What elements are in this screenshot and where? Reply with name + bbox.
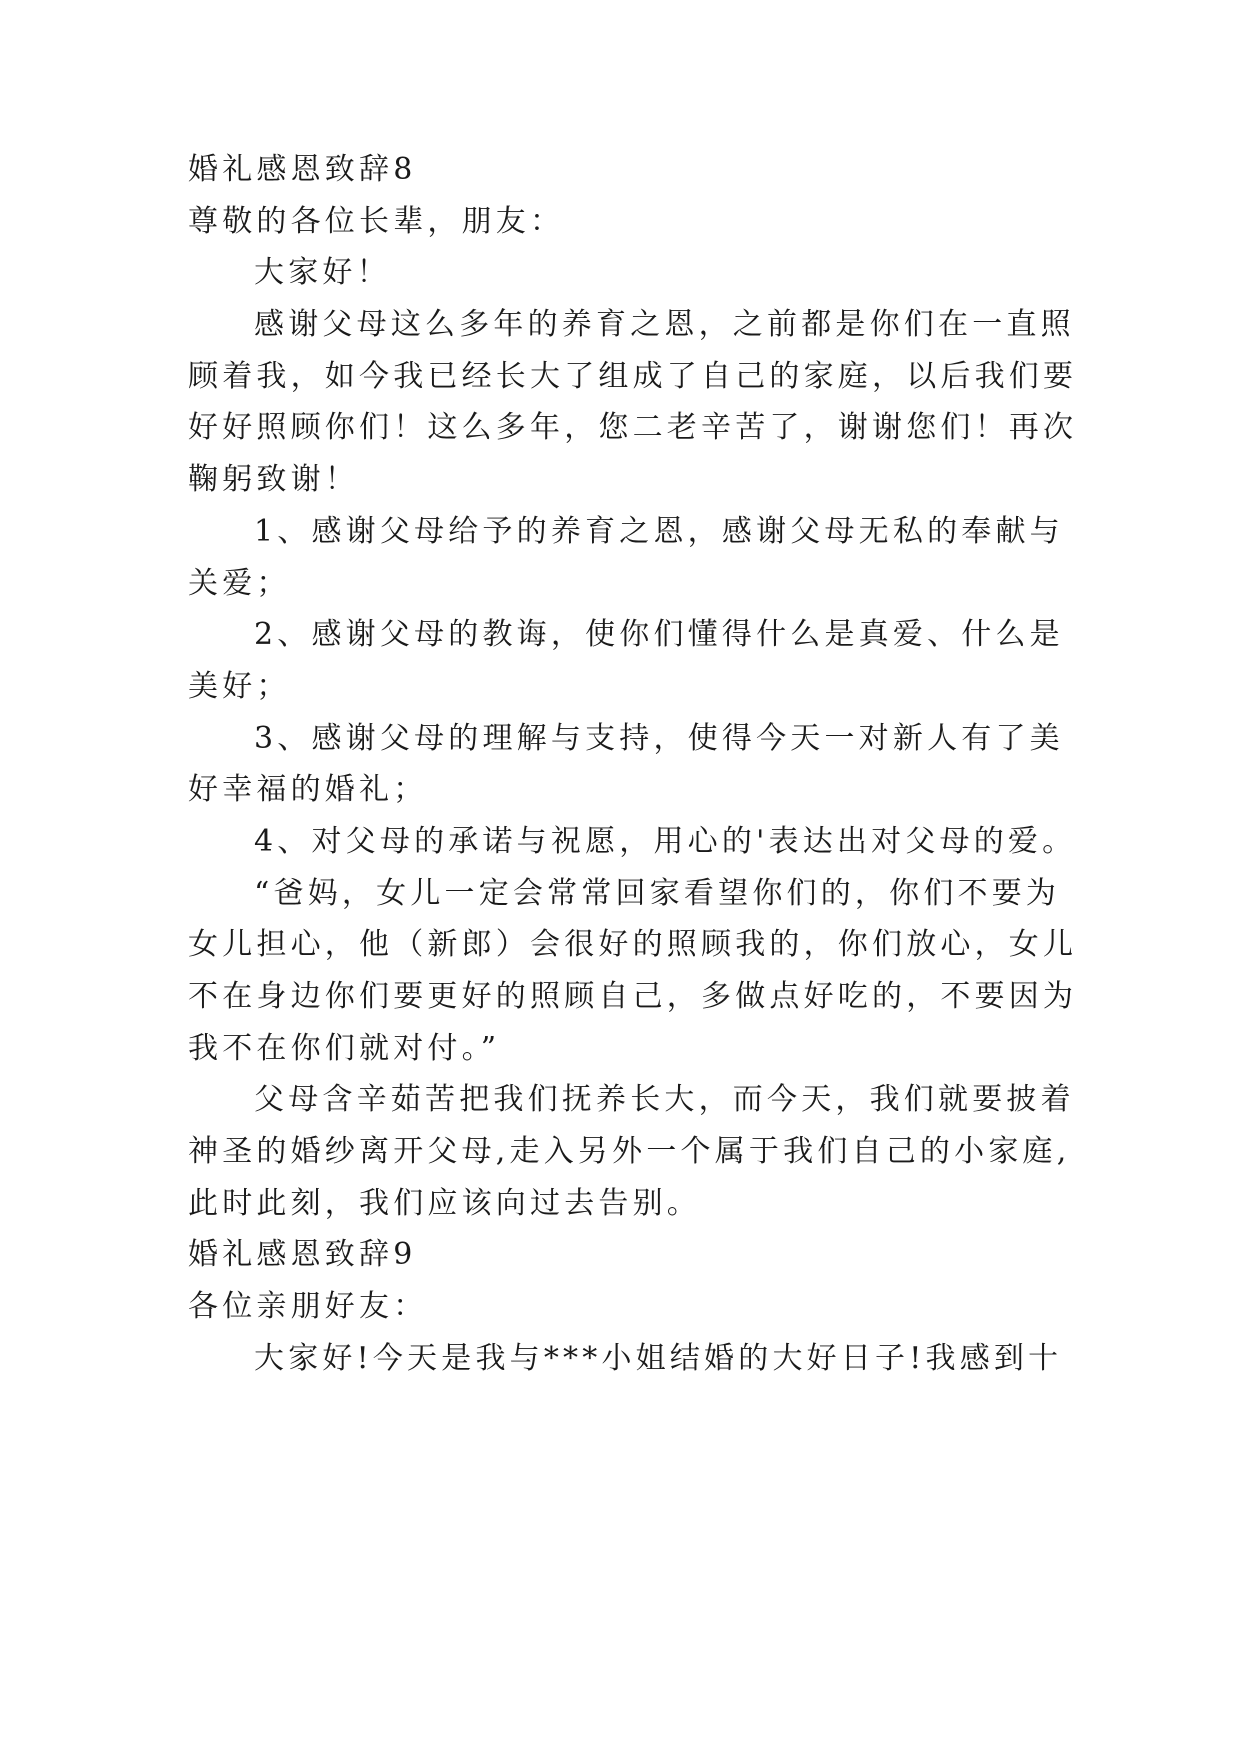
paragraph-line: 感谢父母这么多年的养育之恩，之前都是你们在一直照 <box>254 307 1075 342</box>
section-heading-9: 婚礼感恩致辞9 <box>188 1237 417 1272</box>
greeting: 大家好！ <box>254 255 391 290</box>
paragraph-line: 好好照顾你们！这么多年，您二老辛苦了，谢谢您们！再次 <box>188 410 1078 445</box>
salutation: 各位亲朋好友： <box>188 1289 428 1324</box>
list-item-3: 3、感谢父母的理解与支持，使得今天一对新人有了美 <box>254 721 1064 756</box>
section-heading-8: 婚礼感恩致辞8 <box>188 152 417 187</box>
quote-line: 不在身边你们要更好的照顾自己，多做点好吃的，不要因为 <box>188 979 1078 1014</box>
paragraph-line: 此时此刻，我们应该向过去告别。 <box>188 1186 701 1221</box>
paragraph-line: 父母含辛茹苦把我们抚养长大，而今天，我们就要披着 <box>254 1082 1075 1117</box>
quote-line: “爸妈，女儿一定会常常回家看望你们的，你们不要为 <box>254 876 1061 911</box>
list-item-1-cont: 关爱； <box>188 566 291 601</box>
list-item-4: 4、对父母的承诺与祝愿，用心的'表达出对父母的爱。 <box>254 824 1077 859</box>
quote-line: 我不在你们就对付。” <box>188 1031 501 1066</box>
list-item-1: 1、感谢父母给予的养育之恩，感谢父母无私的奉献与 <box>254 514 1064 549</box>
quote-line: 女儿担心，他（新郎）会很好的照顾我的，你们放心，女儿 <box>188 927 1078 962</box>
list-item-2: 2、感谢父母的教诲，使你们懂得什么是真爱、什么是 <box>254 617 1064 652</box>
list-item-2-cont: 美好； <box>188 669 291 704</box>
paragraph-line: 顾着我，如今我已经长大了组成了自己的家庭，以后我们要 <box>188 359 1078 394</box>
salutation: 尊敬的各位长辈，朋友： <box>188 204 565 239</box>
paragraph-line: 大家好!今天是我与***小姐结婚的大好日子!我感到十 <box>254 1341 1063 1376</box>
list-item-3-cont: 好幸福的婚礼； <box>188 772 428 807</box>
paragraph-line: 鞠躬致谢！ <box>188 462 359 497</box>
paragraph-line: 神圣的婚纱离开父母,走入另外一个属于我们自己的小家庭, <box>188 1134 1071 1169</box>
